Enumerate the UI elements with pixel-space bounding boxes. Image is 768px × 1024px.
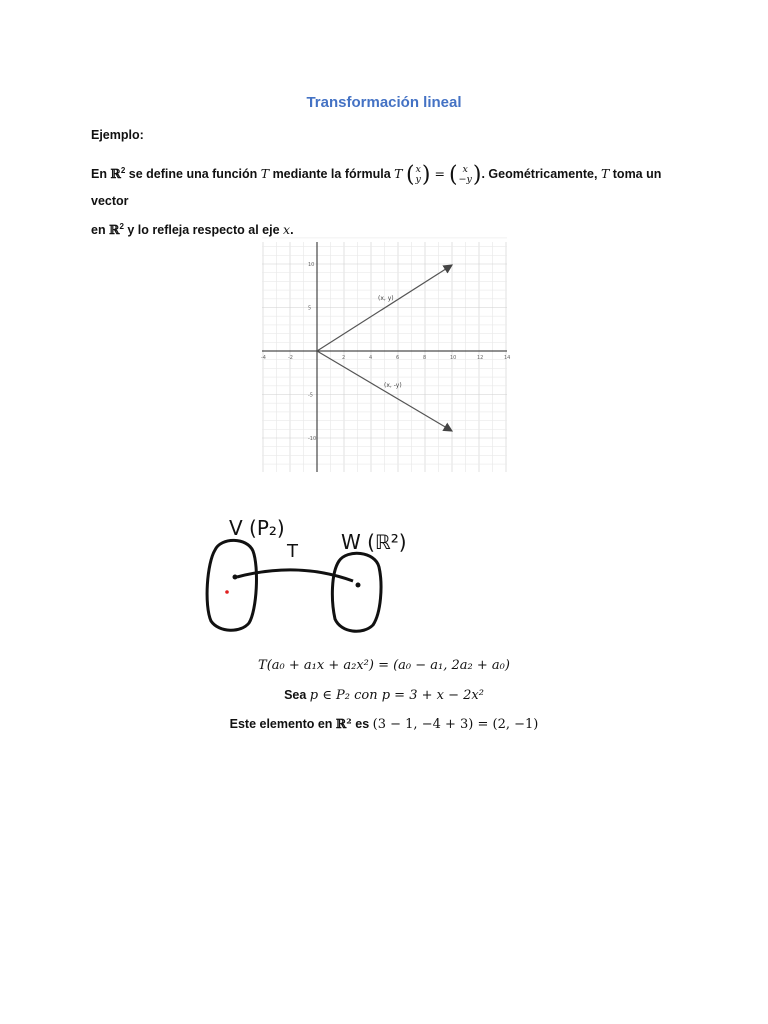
x-tick-label: 10 [450, 355, 457, 361]
mapping-sketch [195, 505, 435, 640]
label-lower: (x, -y) [384, 382, 402, 389]
x-tick-labels [261, 355, 510, 361]
point-w [356, 583, 361, 588]
label-upper: (x, y) [378, 295, 394, 302]
x-tick-label: -2 [288, 355, 293, 361]
text: toma un vector [91, 167, 662, 208]
y-tick-labels [308, 262, 316, 442]
text: . [290, 223, 294, 238]
vector-input: ( x y ) [405, 162, 431, 188]
set-v-blob [207, 540, 256, 630]
y-tick-label: -10 [308, 436, 317, 442]
text: mediante la fórmula [269, 167, 395, 182]
x-tick-label: 8 [423, 355, 427, 361]
superscript: 2 [119, 221, 124, 231]
x-tick-label: 6 [396, 355, 400, 361]
point-v [233, 575, 238, 580]
r2-symbol: ℝ [109, 222, 120, 238]
red-dot [225, 590, 229, 594]
equation-element: Este elemento en ℝ² es (3 − 1, −4 + 3) = (2, −1) [229, 716, 539, 732]
definition-paragraph [91, 158, 691, 243]
x-tick-label: 14 [504, 355, 511, 361]
superscript: 2 [120, 166, 126, 175]
r2-symbol: ℝ [110, 166, 121, 182]
grid [262, 238, 507, 472]
text: en [91, 223, 110, 238]
page-title: Transformación lineal [306, 94, 462, 111]
label-w: W (ℝ²) [341, 530, 407, 554]
y-tick-label: 5 [308, 305, 312, 312]
y-tick-label: 10 [308, 262, 315, 268]
equals: = [430, 166, 449, 182]
t-symbol: T [394, 166, 403, 182]
x-tick-label: 12 [477, 355, 484, 361]
text: y lo refleja respecto al eje [123, 223, 284, 238]
equation-transform: T(a₀ + a₁x + a₂x²) = (a₀ − a₁, 2a₂ + a₀) [258, 658, 510, 673]
text: se define una función [125, 167, 261, 182]
equation-sea: Sea p ∈ P₂ con p = 3 + x − 2x² [284, 688, 484, 703]
vector-output: ( x −y ) [448, 162, 482, 188]
x-tick-label: 4 [369, 355, 373, 361]
t-symbol: T [600, 166, 610, 182]
t-symbol: T [260, 166, 270, 182]
set-w-blob [332, 553, 381, 631]
x-symbol: x [283, 222, 291, 238]
label-t: T [287, 541, 298, 562]
text: . Geométricamente, [481, 167, 601, 182]
y-tick-label: -5 [308, 392, 313, 399]
x-tick-label: -4 [261, 355, 266, 361]
x-tick-label: 2 [342, 355, 346, 361]
example-label: Ejemplo: [91, 128, 144, 142]
text: En [91, 167, 107, 182]
reflection-graph [261, 242, 511, 472]
label-v: V (P₂) [229, 516, 285, 540]
